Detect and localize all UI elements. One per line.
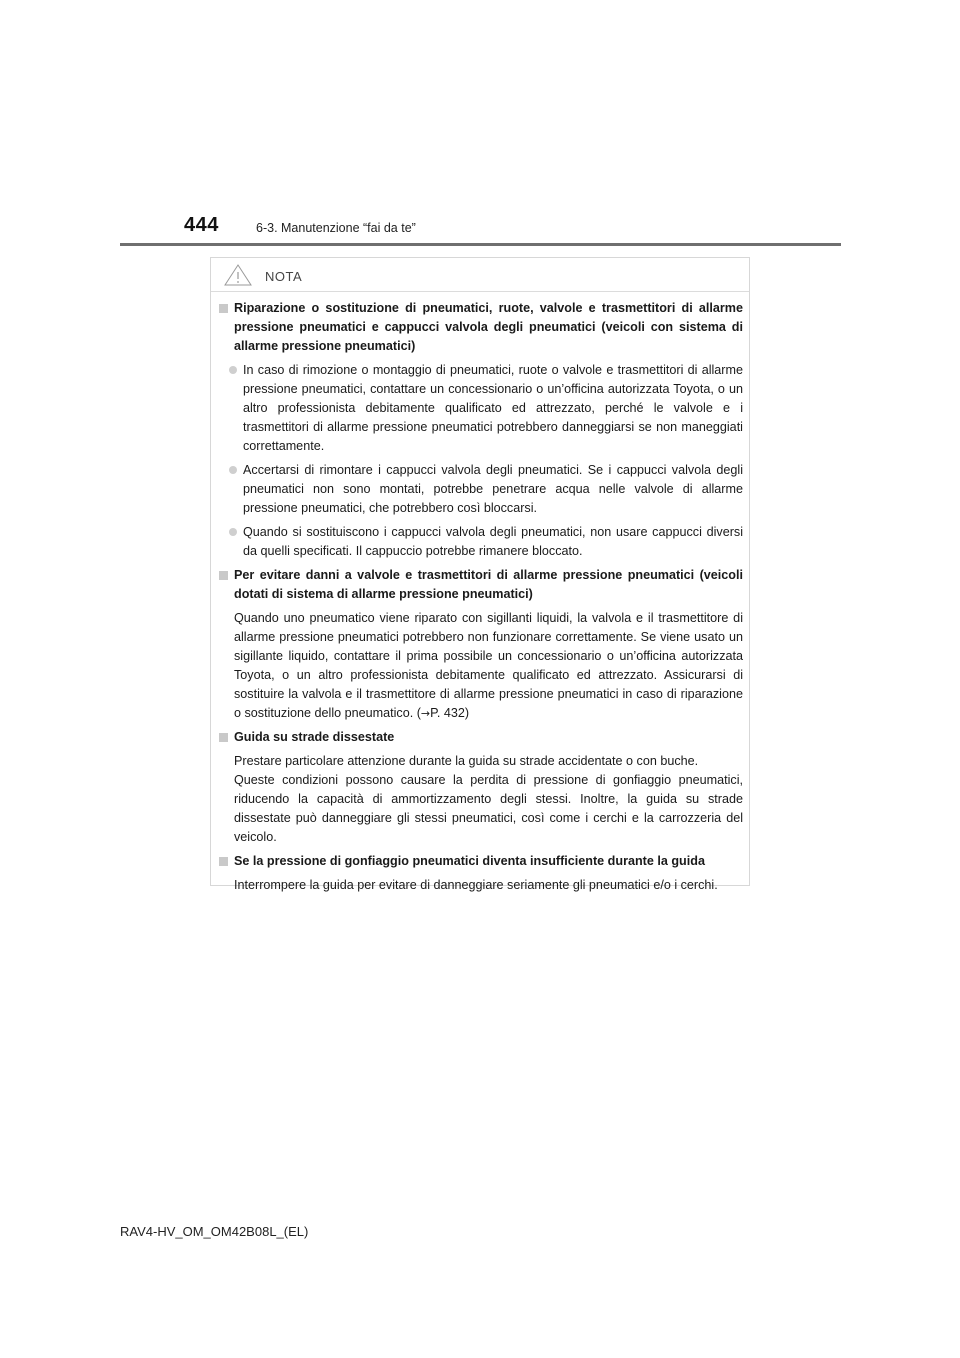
circle-bullet-icon: [229, 466, 237, 474]
list-item-text: Accertarsi di rimontare i cappucci valvola degli pneumatici. Se i cappucci valvola degli pneumatici non sono montati, potrebbe penetrare acqua nelle valvole di allarme pressione pneumatici, che potrebbero così bloccarsi.: [243, 463, 743, 515]
heading-text: Riparazione o sostituzione di pneumatici, ruote, valvole e trasmettitori di allarme pressione pneumatici e cappucci valvola degli pneumatici (veicoli con sistema di allarme pressione pneumatici): [234, 301, 743, 353]
paragraph-text: Queste condizioni possono causare la perdita di pressione di gonfiaggio pneumatici, riducendo la capacità di ammortizzamento degli stessi. Inoltre, la guida su strade dissestate può danneggiare gli stessi pneumatici, così come i cerchi e la carrozzeria del veicolo.: [234, 773, 743, 844]
list-item: [219, 361, 743, 456]
heading-text: Per evitare danni a valvole e trasmettitori di allarme pressione pneumatici (veicoli dotati di sistema di allarme pressione pneumatici): [234, 568, 743, 601]
heading-text: Se la pressione di gonfiaggio pneumatici diventa insufficiente durante la guida: [234, 854, 705, 868]
square-bullet-icon: [219, 733, 228, 742]
paragraph: [219, 752, 743, 771]
paragraph: [219, 771, 743, 847]
list-item-text: Quando si sostituiscono i cappucci valvola degli pneumatici, non usare cappucci diversi da quelli specificati. Il cappuccio potrebbe rimanere bloccato.: [243, 525, 743, 558]
list-item: [219, 461, 743, 518]
page-reference-link[interactable]: P. 432): [430, 706, 470, 720]
list-item: [219, 523, 743, 561]
warning-triangle-icon: [223, 263, 253, 287]
section-title: 6-3. Manutenzione “fai da te”: [256, 221, 416, 235]
section-heading: [219, 728, 743, 747]
paragraph-text: Quando uno pneumatico viene riparato con sigillanti liquidi, la valvola e il trasmettitore di allarme pressione pneumatici potrebbero non funzionare correttamente. Se viene usato un sigillante liquido, contattare il prima possibile un concessionario o un’officina autorizzata Toyota, o un altro professionista debitamente qualificato ed attrezzato. Assicurarsi di sostituire la valvola e il trasmettitore di allarme pressione pneumatici in caso di riparazione o sostituzione dello pneumatico. (: [234, 611, 743, 720]
list-item-text: In caso di rimozione o montaggio di pneumatici, ruote o valvole e trasmettitori di allarme pressione pneumatici, contattare un concessionario o un’officina autorizzata Toyota, o un altro professionista debitamente qualificato ed attrezzato, perché le valvole e i trasmettitori di allarme pressione pneumatici potrebbero danneggiarsi se non maneggiati correttamente.: [243, 363, 743, 453]
note-divider: [211, 291, 749, 292]
note-box: [210, 257, 750, 892]
section-heading: [219, 566, 743, 604]
page-number: 444: [184, 214, 219, 236]
note-content: [219, 299, 743, 900]
circle-bullet-icon: [229, 366, 237, 374]
header-rule: [120, 243, 841, 246]
square-bullet-icon: [219, 304, 228, 313]
document-code: RAV4-HV_OM_OM42B08L_(EL): [120, 1224, 309, 1239]
square-bullet-icon: [219, 571, 228, 580]
square-bullet-icon: [219, 857, 228, 866]
circle-bullet-icon: [229, 528, 237, 536]
paragraph-text: Prestare particolare attenzione durante la guida su strade accidentate o con buche.: [234, 754, 699, 768]
reference-arrow-icon: →: [420, 707, 431, 720]
note-title: NOTA: [265, 269, 303, 284]
heading-text: Guida su strade dissestate: [234, 730, 395, 744]
section-heading: [219, 852, 743, 871]
paragraph-text: Interrompere la guida per evitare di danneggiare seriamente gli pneumatici e/o i cerchi.: [234, 878, 718, 892]
section-heading: [219, 299, 743, 356]
paragraph: [219, 876, 743, 895]
paragraph: [219, 609, 743, 723]
